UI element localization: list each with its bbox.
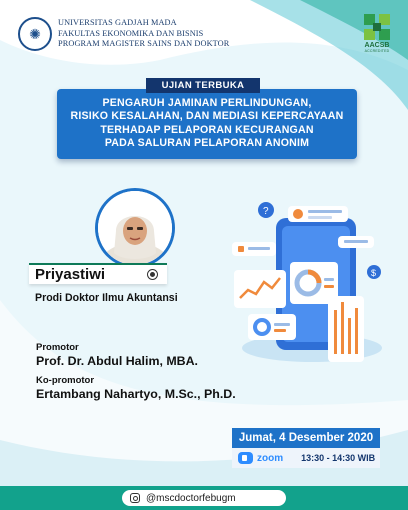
event-date: Jumat, 4 Desember 2020 (232, 428, 380, 448)
institution-lines (58, 18, 229, 50)
footer-bar (0, 486, 408, 510)
promotor-name: Prof. Dr. Abdul Halim, MBA. (36, 354, 199, 368)
accreditation-logo (360, 14, 394, 56)
institution-header (18, 12, 258, 56)
svg-text:$: $ (371, 268, 377, 278)
institution-line-3: PROGRAM MAGISTER SAINS DAN DOKTOR (58, 39, 230, 49)
candidate-name-bar (29, 263, 167, 284)
analytics-illustration (228, 198, 390, 370)
institution-line-1: UNIVERSITAS GADJAH MADA (58, 18, 177, 28)
university-seal-icon: ✺ (18, 17, 52, 51)
aacsb-logo-icon (364, 14, 390, 40)
event-type-tag: UJIAN TERBUKA (146, 78, 260, 93)
copromotor-label: Ko-promotor (36, 375, 95, 386)
svg-text:?: ? (263, 206, 269, 217)
meeting-platform: zoom (257, 452, 284, 464)
candidate-photo (98, 191, 172, 265)
badge-dot-icon (148, 270, 157, 279)
title-line-3: TERHADAP PELAPORAN KECURANGAN (100, 123, 314, 136)
candidate-program: Prodi Doktor Ilmu Akuntansi (35, 292, 178, 304)
promotor-label: Promotor (36, 342, 79, 353)
event-time: 13:30 - 14:30 WIB (301, 453, 376, 463)
instagram-icon (130, 493, 140, 503)
title-line-1: PENGARUH JAMINAN PERLINDUNGAN, (102, 97, 312, 109)
meeting-info (232, 448, 380, 468)
title-line-4: PADA SALURAN PELAPORAN ANONIM (104, 136, 310, 149)
aacsb-sub: ACCREDITED (364, 49, 390, 53)
person-avatar-icon (98, 191, 172, 265)
aacsb-label: AACSB (364, 42, 390, 49)
instagram-handle: @mscdoctorfebugm (146, 492, 236, 504)
instagram-link[interactable] (122, 490, 286, 506)
copromotor-name: Ertambang Nahartyo, M.Sc., Ph.D. (36, 387, 236, 401)
title-line-2: RISIKO KESALAHAN, DAN MEDIASI KEPERCAYAAN (70, 110, 344, 123)
zoom-camera-icon (238, 452, 253, 464)
candidate-photo-frame (95, 188, 175, 268)
candidate-name: Priyastiwi (35, 266, 106, 283)
institution-line-2: FAKULTAS EKONOMIKA DAN BISNIS (58, 28, 204, 38)
dissertation-title (57, 89, 357, 159)
